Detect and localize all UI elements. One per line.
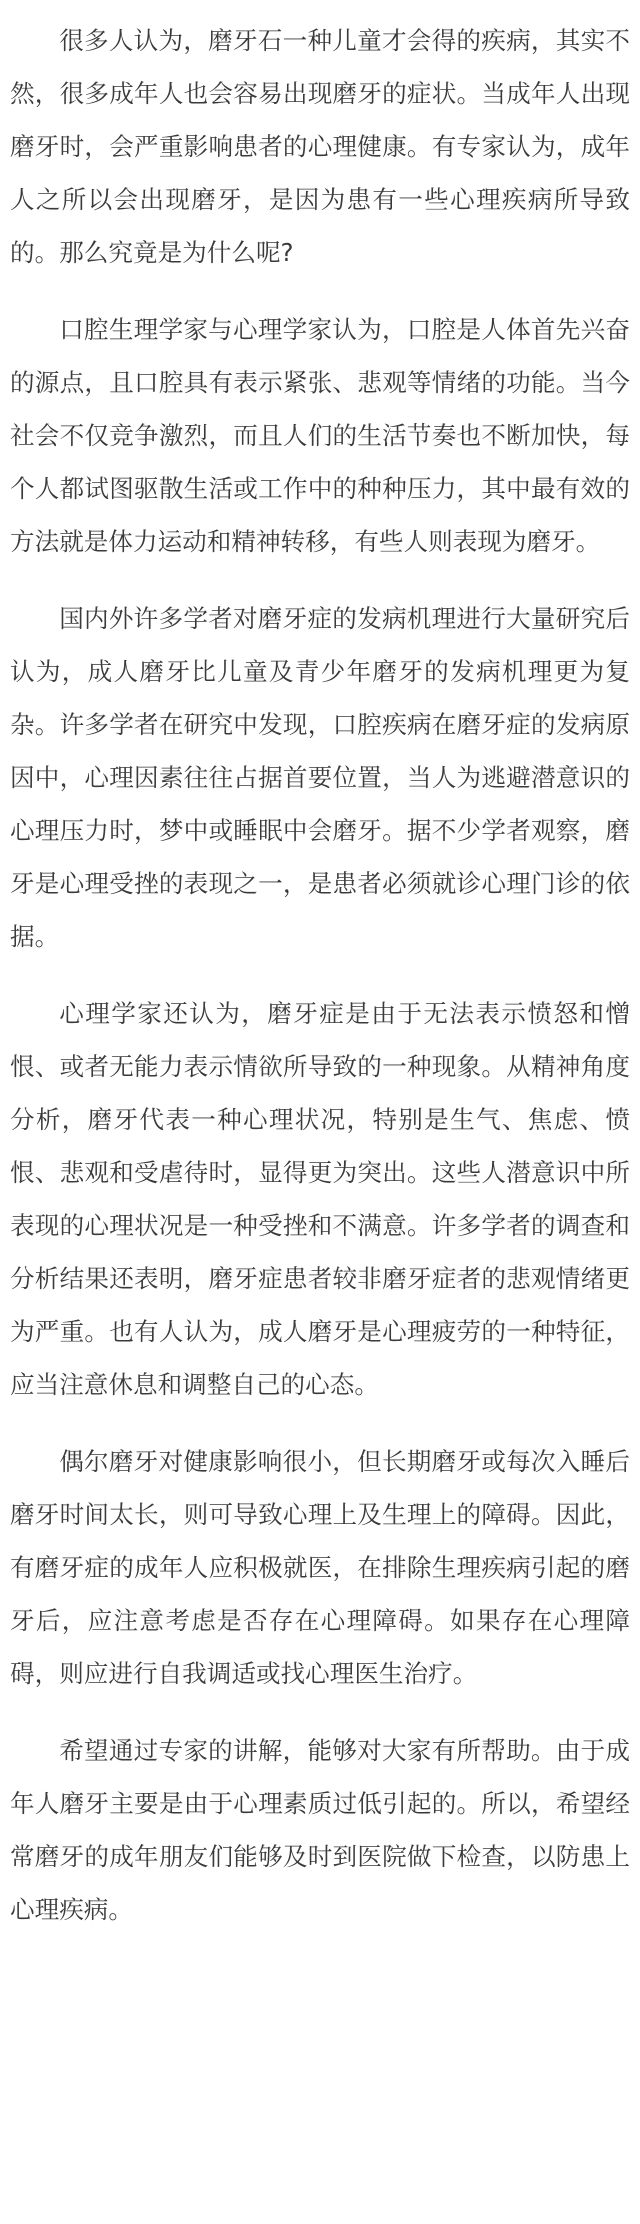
paragraph-psychology: 心理学家还认为，磨牙症是由于无法表示愤怒和憎恨、或者无能力表示情欲所导致的一种现象。从精神角度分析，磨牙代表一种心理状况，特别是生气、焦虑、愤恨、悲观和受虐待时，显得更为突出。这些人潜意识中所表现的心理状况是一种受挫和不满意。许多学者的调查和分析结果还表明，磨牙症患者较非磨牙症者的悲观情绪更为严重。也有人认为，成人磨牙是心理疲劳的一种特征，应当注意休息和调整自己的心态。 (10, 999, 630, 1399)
paragraph-intro: 很多人认为，磨牙石一种儿童才会得的疾病，其实不然，很多成年人也会容易出现磨牙的症状。当成年人出现磨牙时，会严重影响患者的心理健康。有专家认为，成年人之所以会出现磨牙，是因为患有一些心理疾病所导致的。那么究竟是为什么呢? (10, 26, 630, 267)
paragraph-treatment: 偶尔磨牙对健康影响很小，但长期磨牙或每次入睡后磨牙时间太长，则可导致心理上及生理上的障碍。因此，有磨牙症的成年人应积极就医，在排除生理疾病引起的磨牙后，应注意考虑是否存在心理障碍。如果存在心理障碍，则应进行自我调适或找心理医生治疗。 (10, 1447, 630, 1688)
paragraph-research: 国内外许多学者对磨牙症的发病机理进行大量研究后认为，成人磨牙比儿童及青少年磨牙的发病机理更为复杂。许多学者在研究中发现，口腔疾病在磨牙症的发病原因中，心理因素往往占据首要位置，当人为逃避潜意识的心理压力时，梦中或睡眠中会磨牙。据不少学者观察，磨牙是心理受挫的表现之一，是患者必须就诊心理门诊的依据。 (10, 604, 630, 951)
paragraph-conclusion: 希望通过专家的讲解，能够对大家有所帮助。由于成年人磨牙主要是由于心理素质过低引起的。所以，希望经常磨牙的成年朋友们能够及时到医院做下检查，以防患上心理疾病。 (10, 1736, 630, 1924)
paragraph-oral-physiology: 口腔生理学家与心理学家认为，口腔是人体首先兴奋的源点，且口腔具有表示紧张、悲观等情绪的功能。当今社会不仅竞争激烈，而且人们的生活节奏也不断加快，每个人都试图驱散生活或工作中的种种压力，其中最有效的方法就是体力运动和精神转移，有些人则表现为磨牙。 (10, 315, 630, 556)
